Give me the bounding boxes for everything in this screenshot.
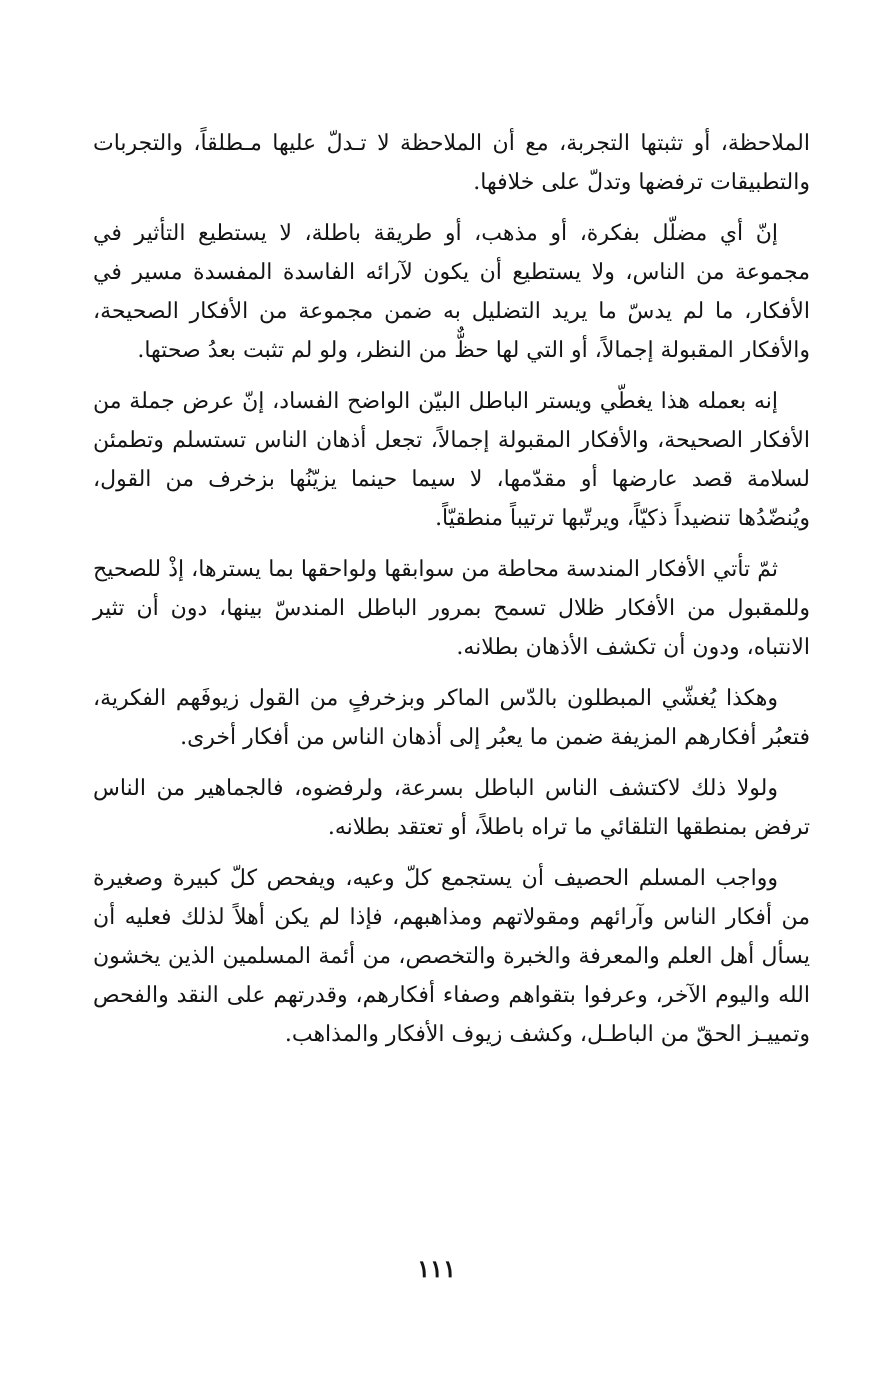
paragraph-gap xyxy=(93,847,810,859)
paragraph-5: وهكذا يُغشّي المبطلون بالدّس الماكر وبزخرفٍ من القول زيوفَهم الفكرية، فتعبُر أفكارهم المزيفة ضمن ما يعبُر إلى أذهان الناس من أفكار أخرى. xyxy=(93,686,810,750)
paragraph-gap xyxy=(93,370,810,382)
paragraph-gap xyxy=(93,667,810,679)
paragraph-gap xyxy=(93,757,810,769)
paragraph-gap xyxy=(93,538,810,550)
paragraph-2: إنّ أي مضلّل بفكرة، أو مذهب، أو طريقة باطلة، لا يستطيع التأثير في مجموعة من الناس، ولا يستطيع أن يكون لآرائه الفاسدة المفسدة مسير في الأفكار، ما لم يدسّ ما يريد التضليل به ضمن مجموعة من الأفكار الصحيحة، والأفكار المقبولة إجمالاً، أو التي لها حظٌّ من النظر، ولو لم تثبت بعدُ صحتها. xyxy=(93,221,810,363)
paragraph-6: ولولا ذلك لاكتشف الناس الباطل بسرعة، ولرفضوه، فالجماهير من الناس ترفض بمنطقها التلقائي ما تراه باطلاً، أو تعتقد بطلانه. xyxy=(93,776,810,840)
paragraph-7: وواجب المسلم الحصيف أن يستجمع كلّ وعيه، ويفحص كلّ كبيرة وصغيرة من أفكار الناس وآرائهم ومقولاتهم ومذاهبهم، فإذا لم يكن أهلاً لذلك فعليه أن يسأل أهل العلم والمعرفة والخبرة والتخصص، من أئمة المسلمين الذين يخشون الله واليوم الآخر، وعرفوا بتقواهم وصفاء أفكارهم، وقدرتهم على النقد والفحص وتمييـز الحقّ من الباطـل، وكشف زيوف الأفكار والمذاهب. xyxy=(93,866,810,1047)
paragraph-1: الملاحظة، أو تثبتها التجربة، مع أن الملاحظة لا تـدلّ عليها مـطلقاً، والتجربات والتطبيقات ترفضها وتدلّ على خلافها. xyxy=(93,131,810,195)
page-body xyxy=(93,124,810,1054)
page-number: ١١١ xyxy=(417,1254,456,1283)
paragraph-3: إنه بعمله هذا يغطّي ويستر الباطل البيّن الواضح الفساد، إنّ عرض جملة من الأفكار الصحيحة، والأفكار المقبولة إجمالاً، تجعل أذهان الناس تستسلم وتطمئن لسلامة قصد عارضها أو مقدّمها، لا سيما حينما يزيّنُها بزخرف من القول، ويُنضّدُها تنضيداً ذكيّاً، ويرتّبها ترتيباً منطقيّاً. xyxy=(93,389,810,531)
paragraph-4: ثمّ تأتي الأفكار المندسة محاطة من سوابقها ولواحقها بما يسترها، إذْ للصحيح وللمقبول من الأفكار ظلال تسمح بمرور الباطل المندسّ بينها، دون أن تثير الانتباه، ودون أن تكشف الأذهان بطلانه. xyxy=(93,557,810,660)
paragraph-gap xyxy=(93,202,810,214)
